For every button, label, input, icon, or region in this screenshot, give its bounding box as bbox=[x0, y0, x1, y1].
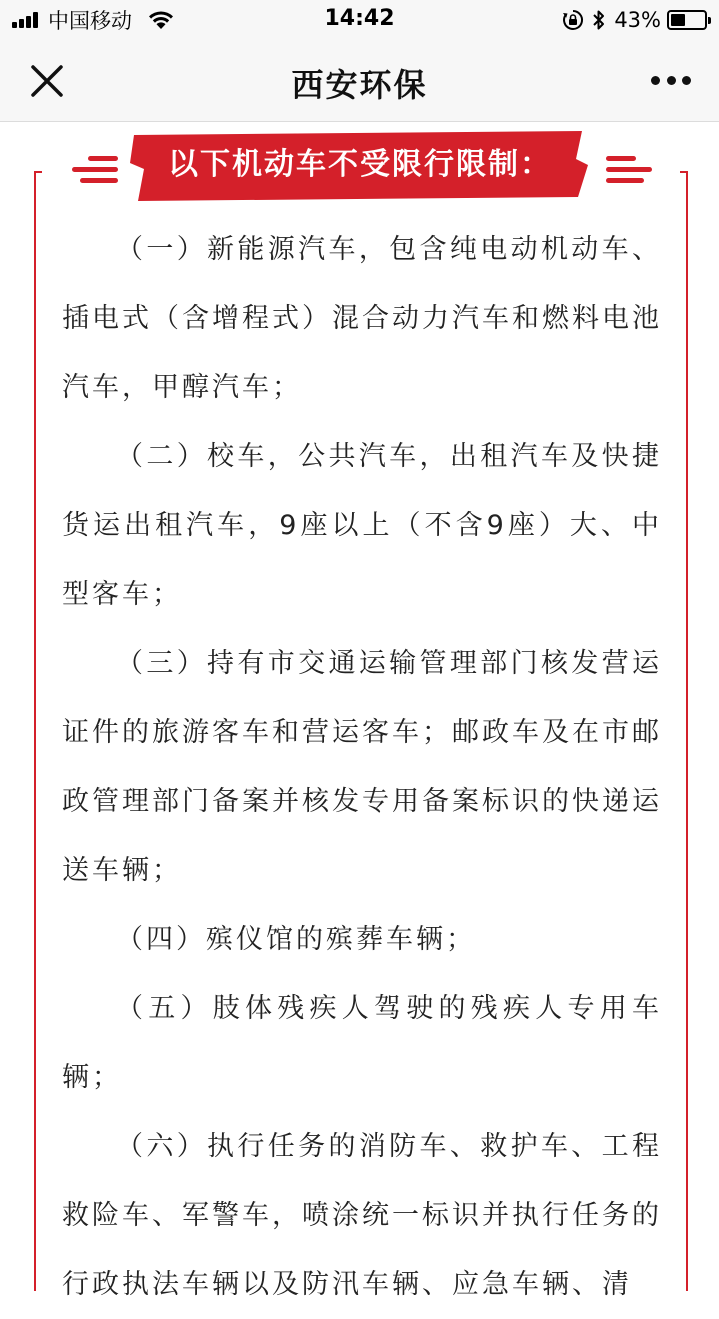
frame-left-border bbox=[34, 171, 42, 1291]
battery-level bbox=[671, 14, 685, 26]
paragraph-5: （五）肢体残疾人驾驶的残疾人专用车辆； bbox=[62, 993, 662, 1093]
banner-text: 以下机动车不受限行限制： bbox=[168, 147, 552, 182]
bluetooth-icon bbox=[592, 9, 606, 31]
orientation-lock-icon bbox=[562, 9, 584, 31]
more-icon[interactable] bbox=[651, 70, 691, 90]
article-body bbox=[62, 215, 662, 1319]
paragraph-1: （一）新能源汽车，包含纯电动机动车、插电式（含增程式）混合动力汽车和燃料电池汽车，甲醇汽车； bbox=[62, 234, 662, 403]
decorative-stripes-left bbox=[70, 153, 126, 187]
section-banner bbox=[130, 129, 590, 201]
nav-bar bbox=[0, 40, 719, 122]
decorative-stripes-right bbox=[598, 153, 654, 187]
battery-icon bbox=[667, 10, 707, 30]
battery-percent: 43% bbox=[614, 8, 661, 32]
page-title: 西安环保 bbox=[291, 66, 428, 104]
article-content bbox=[0, 123, 719, 1300]
status-bar bbox=[0, 0, 719, 40]
frame-right-border bbox=[680, 171, 688, 1291]
paragraph-4: （四）殡仪馆的殡葬车辆； bbox=[116, 924, 476, 955]
paragraph-2: （二）校车，公共汽车，出租汽车及快捷货运出租汽车，9座以上（不含9座）大、中型客车； bbox=[62, 441, 662, 610]
paragraph-3: （三）持有市交通运输管理部门核发营运证件的旅游客车和营运客车；邮政车及在市邮政管理部门备案并核发专用备案标识的快递运送车辆； bbox=[62, 648, 662, 886]
status-time: 14:42 bbox=[324, 6, 395, 31]
paragraph-6: （六）执行任务的消防车、救护车、工程救险车、军警车，喷涂统一标识并执行任务的行政执法车辆以及防汛车辆、应急车辆、清 bbox=[62, 1131, 662, 1300]
carrier-name: 中国移动 bbox=[48, 9, 132, 33]
status-right bbox=[562, 8, 707, 32]
